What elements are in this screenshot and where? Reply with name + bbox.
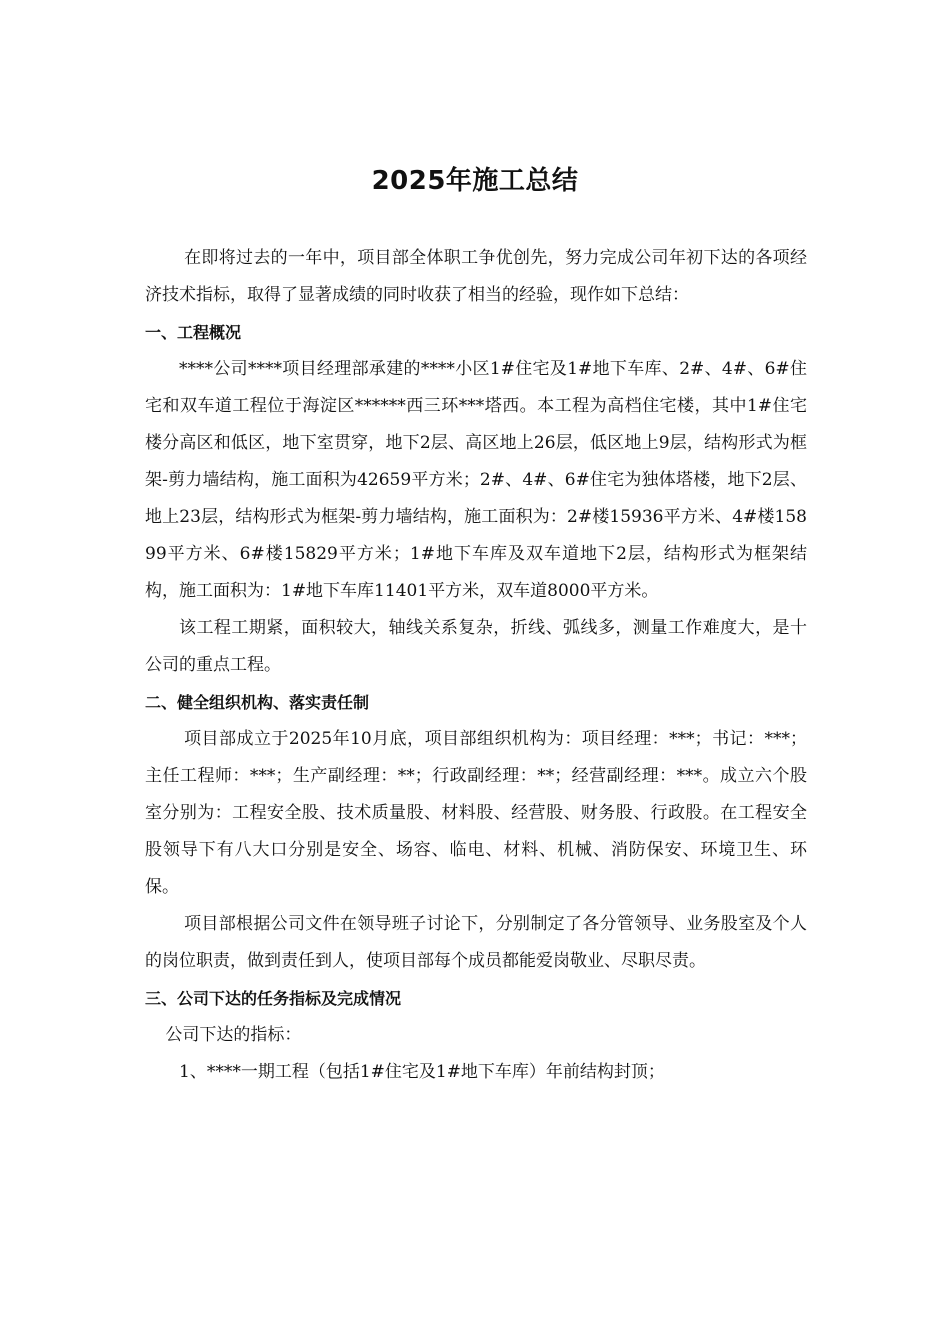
section-2-paragraph-1: 项目部成立于2025年10月底，项目部组织机构为：项目经理：***；书记：***；主任工程师：***；生产副经理：**；行政副经理：**；经营副经理：***。成立六个股室分别为：工程安全股、技术质量股、材料股、经营股、财务股、行政股。在工程安全股领导下有八大口分别是安全、场容、临电、材料、机械、消防保安、环境卫生、环保。 xyxy=(145,729,807,897)
document-title: 2025年施工总结 xyxy=(371,166,579,196)
section-1-paragraph-1: ****公司****项目经理部承建的****小区1#住宅及1#地下车库、2#、4#、6#住宅和双车道工程位于海淀区******西三环***塔西。本工程为高档住宅楼，其中1#住宅楼分高区和低区，地下室贯穿，地下2层、高区地上26层，低区地上9层，结构形式为框架-剪力墙结构，施工面积为42659平方米；2#、4#、6#住宅为独体塔楼，地下2层、地上23层，结构形式为框架-剪力墙结构，施工面积为：2#楼15936平方米、4#楼15899平方米、6#楼15829平方米；1#地下车库及双车道地下2层，结构形式为框架结构，施工面积为：1#地下车库11401平方米，双车道8000平方米。 xyxy=(145,359,807,601)
document-body xyxy=(145,240,807,1091)
section-1-heading: 一、工程概况 xyxy=(145,323,242,342)
section-3-list-item-1: 1、****一期工程（包括1#住宅及1#地下车库）年前结构封顶； xyxy=(179,1062,665,1082)
intro-paragraph: 在即将过去的一年中，项目部全体职工争优创先，努力完成公司年初下达的各项经济技术指标，取得了显著成绩的同时收获了相当的经验，现作如下总结： xyxy=(145,248,807,305)
section-3-heading: 三、公司下达的任务指标及完成情况 xyxy=(145,989,402,1008)
section-1-paragraph-2: 该工程工期紧，面积较大，轴线关系复杂，折线、弧线多，测量工作难度大，是十公司的重点工程。 xyxy=(145,618,807,675)
section-2-heading: 二、健全组织机构、落实责任制 xyxy=(145,693,370,712)
section-2-paragraph-2: 项目部根据公司文件在领导班子讨论下，分别制定了各分管领导、业务股室及个人的岗位职责，做到责任到人，使项目部每个成员都能爱岗敬业、尽职尽责。 xyxy=(145,914,807,971)
section-3-paragraph-1: 公司下达的指标： xyxy=(165,1025,302,1045)
